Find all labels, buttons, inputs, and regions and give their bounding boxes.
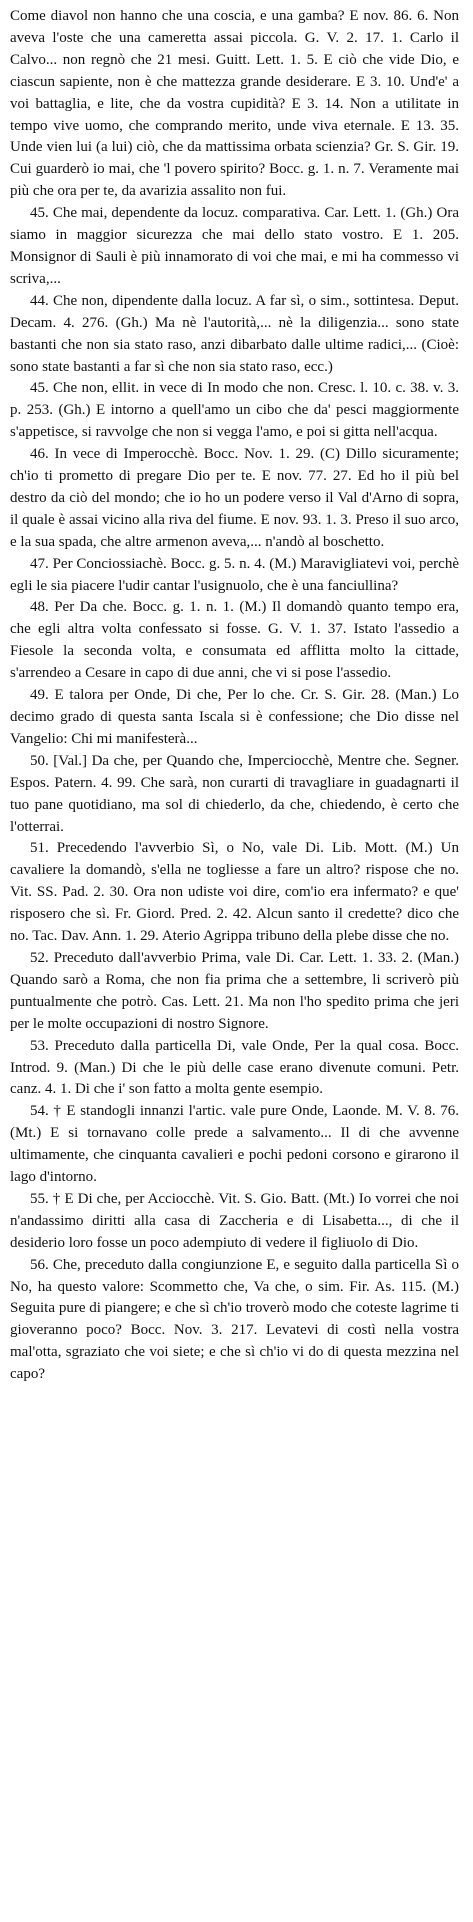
dictionary-entry-49: 49. E talora per Onde, Di che, Per lo che. Cr. S. Gir. 28. (Man.) Lo decimo grado di questa santa Iscala si è confessione; che Dio disse nel Vangelio: Chi mi manifesterà... xyxy=(10,687,459,747)
dictionary-entry-46: 46. In vece di Imperocchè. Bocc. Nov. 1. 29. (C) Dillo sicuramente; ch'io ti prometto di pregare Dio per te. E nov. 77. 27. Ed ho il più bel destro da ciò del mondo; che io ho un podere verso il Val d'Arno di sopra, il quale è assai vicino alla riva del fiume. E nov. 93. 1. 3. Preso il suo arco, e la sua spada, che altre armenon aveva,... n'andò al boschetto. xyxy=(10,446,459,550)
dictionary-entry-45b: 45. Che non, ellit. in vece di In modo che non. Cresc. l. 10. c. 38. v. 3. p. 253. (Gh.) E intorno a quell'amo un cibo che da' pesci maggiormente s'appetisce, si ravvolge che non si vegga l'amo, e poi si gitta nell'acqua. xyxy=(10,380,459,441)
dictionary-entry-55: 55. † E Di che, per Acciocchè. Vit. S. Gio. Batt. (Mt.) Io vorrei che noi n'andassimo diritti alla casa di Zaccheria e di Lisabetta..., di che il desiderio loro fosse un poco adempiuto di vedere il figliuolo di Dio. xyxy=(10,1190,459,1251)
continued-text: Come diavol non hanno che una coscia, e una gamba? E nov. 86. 6. Non aveva l'oste che una cameretta assai piccola. G. V. 2. 17. 1. Carlo il Calvo... non regnò che 21 mesi. Guitt. Lett. 1. 5. E ciò che vide Dio, e ciascun sapiente, non è che mattezza grande desiderare. E 3. 10. Und'e' a voi battaglia, e lite, che da vostra cupidità? E 3. 14. Non a utilitate in tempo vive uomo, che comprando merito, unde viva eternale. E 13. 35. Unde vien lui (a lui) ciò, che da mattissima orbata scienzia? Gr. S. Gir. 19. Cui guarderò io mai, che 'l povero spirito? Bocc. g. 1. n. 7. Veramente mai più che ora per te, da avarizia assalito non fui. xyxy=(10,8,459,200)
dictionary-entry-50: 50. [Val.] Da che, per Quando che, Imperciocchè, Mentre che. Segner. Espos. Patern. 4. 99. Che sarà, non curarti di travagliare in guadagnarti il tuo pane quotidiano, ma sol di chiederlo, da che, chiedendo, è certo che l'otterrai. xyxy=(10,752,459,835)
dictionary-entry-47: 47. Per Conciossiachè. Bocc. g. 5. n. 4. (M.) Maravigliatevi voi, perchè egli le sia piacere l'udir cantar l'usignuolo, che è una fanciullina? xyxy=(10,555,459,594)
dictionary-entry-48: 48. Per Da che. Bocc. g. 1. n. 1. (M.) Il domandò quanto tempo era, che egli altra volta confessato si fosse. G. V. 1. 37. Istato l'assedio a Fiesole la seconda volta, e consumata ed afflitta molto la cittade, s'arrendeo a Cesare in capo di due anni, che vi si pose l'assedio. xyxy=(10,599,459,682)
dictionary-entry-45a: 45. Che mai, dependente da locuz. comparativa. Car. Lett. 1. (Gh.) Ora siamo in maggior sicurezza che mai dello stato vostro. E 1. 205. Monsignor di Sauli è più innamorato di voi che mai, e mi ha commesso vi scriva,... xyxy=(10,205,459,287)
dictionary-entry-54: 54. † E standogli innanzi l'artic. vale pure Onde, Laonde. M. V. 8. 76. (Mt.) E si tornavano colle prede a salvamento... Il di che avvenne ultimamente, che cinquanta cavalieri e pochi pedoni corsono e girarono il lago d'intorno. xyxy=(10,1103,459,1186)
dictionary-entry-53: 53. Preceduto dalla particella Di, vale Onde, Per la qual cosa. Bocc. Introd. 9. (Man.) Di che le più delle case erano divenute comuni. Petr. canz. 4. 1. Di che i' son fatto a molta gente esempio. xyxy=(10,1037,459,1098)
dictionary-entry-52: 52. Preceduto dall'avverbio Prima, vale Di. Car. Lett. 1. 33. 2. (Man.) Quando sarò a Roma, che non fia prima che a settembre, li scriverò più puntualmente che potrò. Cas. Lett. 21. Ma non l'ho spedito prima che jeri per le molte occupazioni di nostro Signore. xyxy=(10,949,459,1032)
dictionary-entry-56: 56. Che, preceduto dalla congiunzione E, e seguito dalla particella Sì o No, ha questo valore: Scommetto che, Va che, o sim. Fir. As. 115. (M.) Seguita pure di piangere; e che sì ch'io troverò modo che coteste lagrime ti gioveranno poco? Bocc. Nov. 3. 217. Levatevi di costì nella vostra mal'otta, sgraziato che voi siete; e che sì ch'io vi do di questa mezzina nel capo? xyxy=(10,1256,459,1383)
dictionary-entry-51: 51. Precedendo l'avverbio Sì, o No, vale Di. Lib. Mott. (M.) Un cavaliere la domandò, s'ella ne togliesse a fare un altro? rispose che no. Vit. SS. Pad. 2. 30. Ora non udiste voi dire, com'io era infermato? e que' risposero che sì. Fr. Giord. Pred. 2. 42. Alcun santo il credette? dico che no. Tac. Dav. Ann. 1. 29. Aterio Agrippa tribuno della plebe disse che no. xyxy=(10,840,459,945)
dictionary-entry-44: 44. Che non, dipendente dalla locuz. A far sì, o sim., sottintesa. Deput. Decam. 4. 276. (Gh.) Ma nè l'autorità,... nè la diligenzia... sono state bastanti che non sia stato raso, anzi dibarbato dalle ultime radici,... (Cioè: sono state bastanti a far sì che non sia stato raso, ecc.) xyxy=(10,292,459,375)
